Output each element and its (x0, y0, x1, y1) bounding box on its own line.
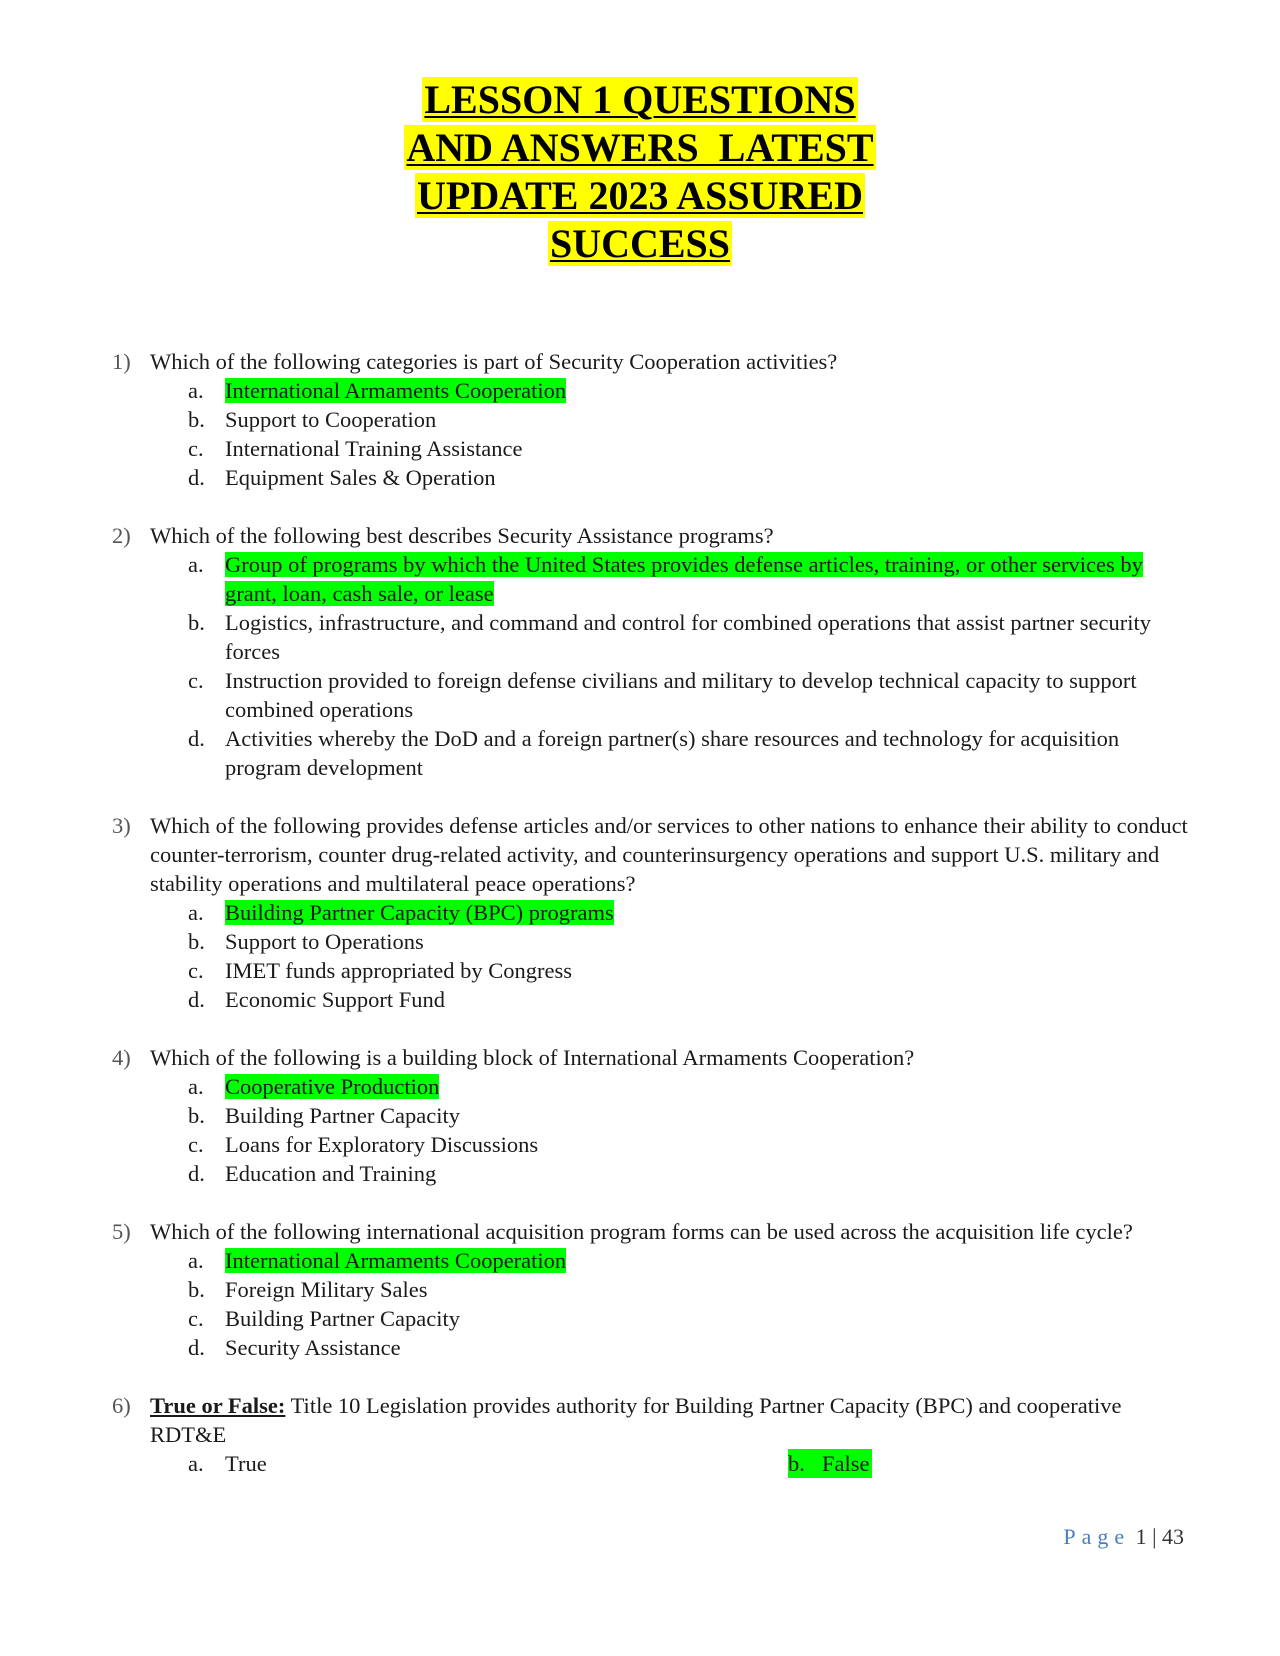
question-1 (0, 347, 1280, 492)
answer-option (0, 985, 1280, 1014)
total-pages: 43 (1162, 1524, 1184, 1549)
option-text: Instruction provided to foreign defense civilians and military to develop technical capacity to support combined operations (225, 668, 1137, 722)
option-letter: c. (188, 958, 204, 983)
option-letter: a. (188, 1248, 204, 1273)
option-letter: b. (188, 929, 205, 954)
option-letter: d. (188, 726, 205, 751)
option-text: Building Partner Capacity (225, 1103, 460, 1128)
option-letter: d. (188, 465, 205, 490)
option-letter: b. (188, 610, 205, 635)
question-number: 6) (112, 1393, 131, 1418)
answer-option-correct (0, 550, 1280, 608)
option-letter: a. (188, 552, 204, 577)
question-3 (0, 811, 1280, 1014)
option-letter: c. (188, 1132, 204, 1157)
answer-options (0, 376, 1280, 492)
option-text: Logistics, infrastructure, and command and control for combined operations that assist partner security forces (225, 610, 1151, 664)
option-text: Education and Training (225, 1161, 437, 1186)
question-stem (0, 521, 1280, 550)
answer-option (0, 956, 1280, 985)
answer-option (0, 434, 1280, 463)
page-number: 1 (1135, 1524, 1147, 1549)
answer-option-correct (0, 898, 1280, 927)
option-text: Support to Operations (225, 929, 424, 954)
answer-option (0, 1101, 1280, 1130)
answer-option (0, 1275, 1280, 1304)
option-text: Security Assistance (225, 1335, 401, 1360)
option-letter: c. (188, 436, 204, 461)
question-text: Which of the following is a building block of International Armaments Cooperation? (150, 1045, 915, 1070)
option-text: International Armaments Cooperation (225, 1248, 567, 1273)
option-text: False (822, 1451, 870, 1476)
question-number: 5) (112, 1219, 131, 1244)
option-text: International Armaments Cooperation (225, 378, 567, 403)
answer-option (0, 724, 1280, 782)
question-text: Which of the following best describes Security Assistance programs? (150, 523, 774, 548)
question-stem (0, 1043, 1280, 1072)
answer-option (0, 1159, 1280, 1188)
answer-option-correct (0, 1072, 1280, 1101)
title-line-1: LESSON 1 QUESTIONS (424, 77, 856, 122)
option-true: True (225, 1451, 267, 1476)
question-2 (0, 521, 1280, 782)
answer-option (0, 1333, 1280, 1362)
option-text: Foreign Military Sales (225, 1277, 428, 1302)
option-letter: d. (188, 1335, 205, 1360)
answer-options (0, 550, 1280, 782)
answer-options (0, 898, 1280, 1014)
option-letter: a. (188, 900, 204, 925)
option-text: Activities whereby the DoD and a foreign partner(s) share resources and technology for acquisition program development (225, 726, 1120, 780)
question-stem (0, 347, 1280, 376)
option-letter: b. (788, 1451, 805, 1476)
true-false-label: True or False: (150, 1393, 286, 1418)
true-false-options (0, 1449, 1280, 1478)
option-text: Economic Support Fund (225, 987, 445, 1012)
option-text: Building Partner Capacity (BPC) programs (225, 900, 614, 925)
question-number: 2) (112, 523, 131, 548)
title-line-2: AND ANSWERS LATEST (406, 125, 874, 170)
option-text: International Training Assistance (225, 436, 523, 461)
question-stem (0, 1217, 1280, 1246)
option-letter: b. (188, 1277, 205, 1302)
answer-option (0, 405, 1280, 434)
option-letter: a. (188, 378, 204, 403)
answer-option (0, 666, 1280, 724)
page-separator: | (1146, 1524, 1162, 1549)
answer-option (0, 463, 1280, 492)
answer-option (0, 1130, 1280, 1159)
question-number: 3) (112, 813, 131, 838)
answer-options (0, 1072, 1280, 1188)
answer-options (0, 1246, 1280, 1362)
answer-option (0, 608, 1280, 666)
title-line-3: UPDATE 2023 ASSURED (417, 173, 863, 218)
question-6 (0, 1391, 1280, 1478)
option-text: Support to Cooperation (225, 407, 437, 432)
question-text: Which of the following categories is part of Security Cooperation activities? (150, 349, 838, 374)
option-letter: d. (188, 987, 205, 1012)
question-text: Title 10 Legislation provides authority for Building Partner Capacity (BPC) and cooperative RDT&E (150, 1393, 1122, 1447)
answer-option (0, 1304, 1280, 1333)
option-letter: a. (188, 1074, 204, 1099)
option-letter: b. (188, 1103, 205, 1128)
option-false-correct (788, 1449, 872, 1478)
page-label: Page (1063, 1524, 1131, 1549)
page-footer (1063, 1523, 1184, 1551)
option-letter: b. (188, 407, 205, 432)
option-text: Equipment Sales & Operation (225, 465, 496, 490)
option-text: Loans for Exploratory Discussions (225, 1132, 539, 1157)
option-letter: c. (188, 668, 204, 693)
question-stem (0, 811, 1280, 898)
answer-option (0, 927, 1280, 956)
option-letter: a. (188, 1451, 204, 1476)
question-stem (0, 1391, 1280, 1449)
document-title (0, 76, 1280, 268)
option-text: Cooperative Production (225, 1074, 440, 1099)
answer-option-correct (0, 376, 1280, 405)
question-number: 1) (112, 349, 131, 374)
question-number: 4) (112, 1045, 131, 1070)
title-line-4: SUCCESS (549, 221, 731, 266)
answer-option-correct (0, 1246, 1280, 1275)
question-text: Which of the following provides defense articles and/or services to other nations to enhance their ability to conduct counter-terrorism, counter drug-related activity, and counterinsurgency operations and support U.S. military and stability operations and multilateral peace operations? (150, 813, 1188, 896)
question-list (0, 347, 1280, 1507)
question-4 (0, 1043, 1280, 1188)
question-text: Which of the following international acquisition program forms can be used across the acquisition life cycle? (150, 1219, 1133, 1244)
option-letter: c. (188, 1306, 204, 1331)
option-text: Group of programs by which the United States provides defense articles, training, or other services by grant, loan, cash sale, or lease (225, 552, 1143, 606)
option-text: IMET funds appropriated by Congress (225, 958, 573, 983)
question-5 (0, 1217, 1280, 1362)
option-text: Building Partner Capacity (225, 1306, 460, 1331)
option-letter: d. (188, 1161, 205, 1186)
